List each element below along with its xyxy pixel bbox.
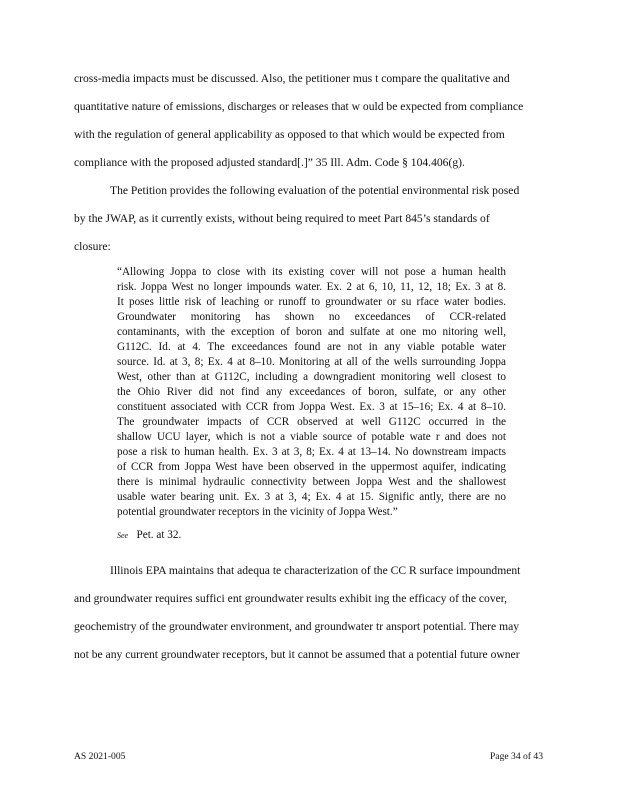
paragraph-line: with the regulation of general applicability as opposed to that which would be expected from bbox=[74, 128, 505, 141]
footer-case-number: AS 2021-005 bbox=[74, 751, 126, 762]
quote-line: G112C. Id. at 4. The exceedances found are not in any viable potable water bbox=[117, 341, 506, 353]
footer-page-number: Page 34 of 43 bbox=[489, 751, 543, 762]
paragraph-line: quantitative nature of emissions, discharges or releases that w ould be expected from compliance bbox=[74, 100, 524, 113]
paragraph-line: and groundwater requires suffici ent groundwater results exhibit ing the efficacy of the cover, bbox=[74, 592, 508, 605]
citation bbox=[117, 530, 181, 541]
citation-signal: See bbox=[117, 531, 129, 540]
quote-line: risk. Joppa West no longer impounds water. Ex. 2 at 6, 10, 11, 12, 18; Ex. 3 at 8. bbox=[117, 281, 506, 293]
quote-line: potential groundwater receptors in the vicinity of Joppa West.” bbox=[117, 506, 398, 518]
quote-line: West, other than at G112C, including a downgradient monitoring well closest to bbox=[117, 371, 506, 383]
paragraph-line: The Petition provides the following evaluation of the potential environmental risk posed bbox=[110, 184, 520, 197]
quote-line: Groundwater monitoring has shown no exceedances of CCR-related bbox=[117, 311, 506, 323]
quote-line: “Allowing Joppa to close with its existing cover will not pose a human health bbox=[117, 266, 506, 278]
paragraph-line: by the JWAP, as it currently exists, without being required to meet Part 845’s standards of bbox=[74, 212, 490, 225]
paragraph-line: cross-media impacts must be discussed. Also, the petitioner mus t compare the qualitative and bbox=[74, 72, 510, 85]
paragraph-line: compliance with the proposed adjusted standard[.]” 35 Ill. Adm. Code § 104.406(g). bbox=[74, 156, 465, 169]
quote-line: the Ohio River did not find any exceedances of boron, sulfate, or any other bbox=[117, 386, 506, 398]
quote-line: shallow UCU layer, which is not a viable source of potable wate r and does not bbox=[117, 431, 506, 443]
quote-line: source. Id. at 3, 8; Ex. 4 at 8–10. Monitoring at all of the wells surrounding Joppa bbox=[117, 356, 506, 368]
citation-text: Pet. at 32. bbox=[136, 529, 182, 541]
paragraph-line: geochemistry of the groundwater environment, and groundwater tr ansport potential. There may bbox=[74, 620, 520, 633]
quote-line: pose a risk to human health. Ex. 3 at 3, 8; Ex. 4 at 13–14. No downstream impacts bbox=[117, 446, 506, 458]
quote-line: of CCR from Joppa West have been observed in the uppermost aquifer, indicating bbox=[117, 461, 506, 473]
paragraph-line: not be any current groundwater receptors, but it cannot be assumed that a potential future owner bbox=[74, 648, 520, 661]
quote-line: usable water bearing unit. Ex. 3 at 3, 4; Ex. 4 at 15. Signific antly, there are no bbox=[117, 491, 506, 503]
paragraph-line: Illinois EPA maintains that adequa te characterization of the CC R surface impoundment bbox=[110, 564, 521, 577]
quote-line: It poses little risk of leaching or runoff to groundwater or su rface water bodies. bbox=[117, 296, 506, 308]
paragraph-line: closure: bbox=[74, 240, 111, 253]
quote-line: The groundwater impacts of CCR observed at well G112C occurred in the bbox=[117, 416, 506, 428]
quote-line: there is minimal hydraulic connectivity between Joppa West and the shallowest bbox=[117, 476, 506, 488]
quote-line: contaminants, with the exception of boron and sulfate at one mo nitoring well, bbox=[117, 326, 506, 338]
quote-line: constituent associated with CCR from Joppa West. Ex. 3 at 15–16; Ex. 4 at 8–10. bbox=[117, 401, 506, 413]
